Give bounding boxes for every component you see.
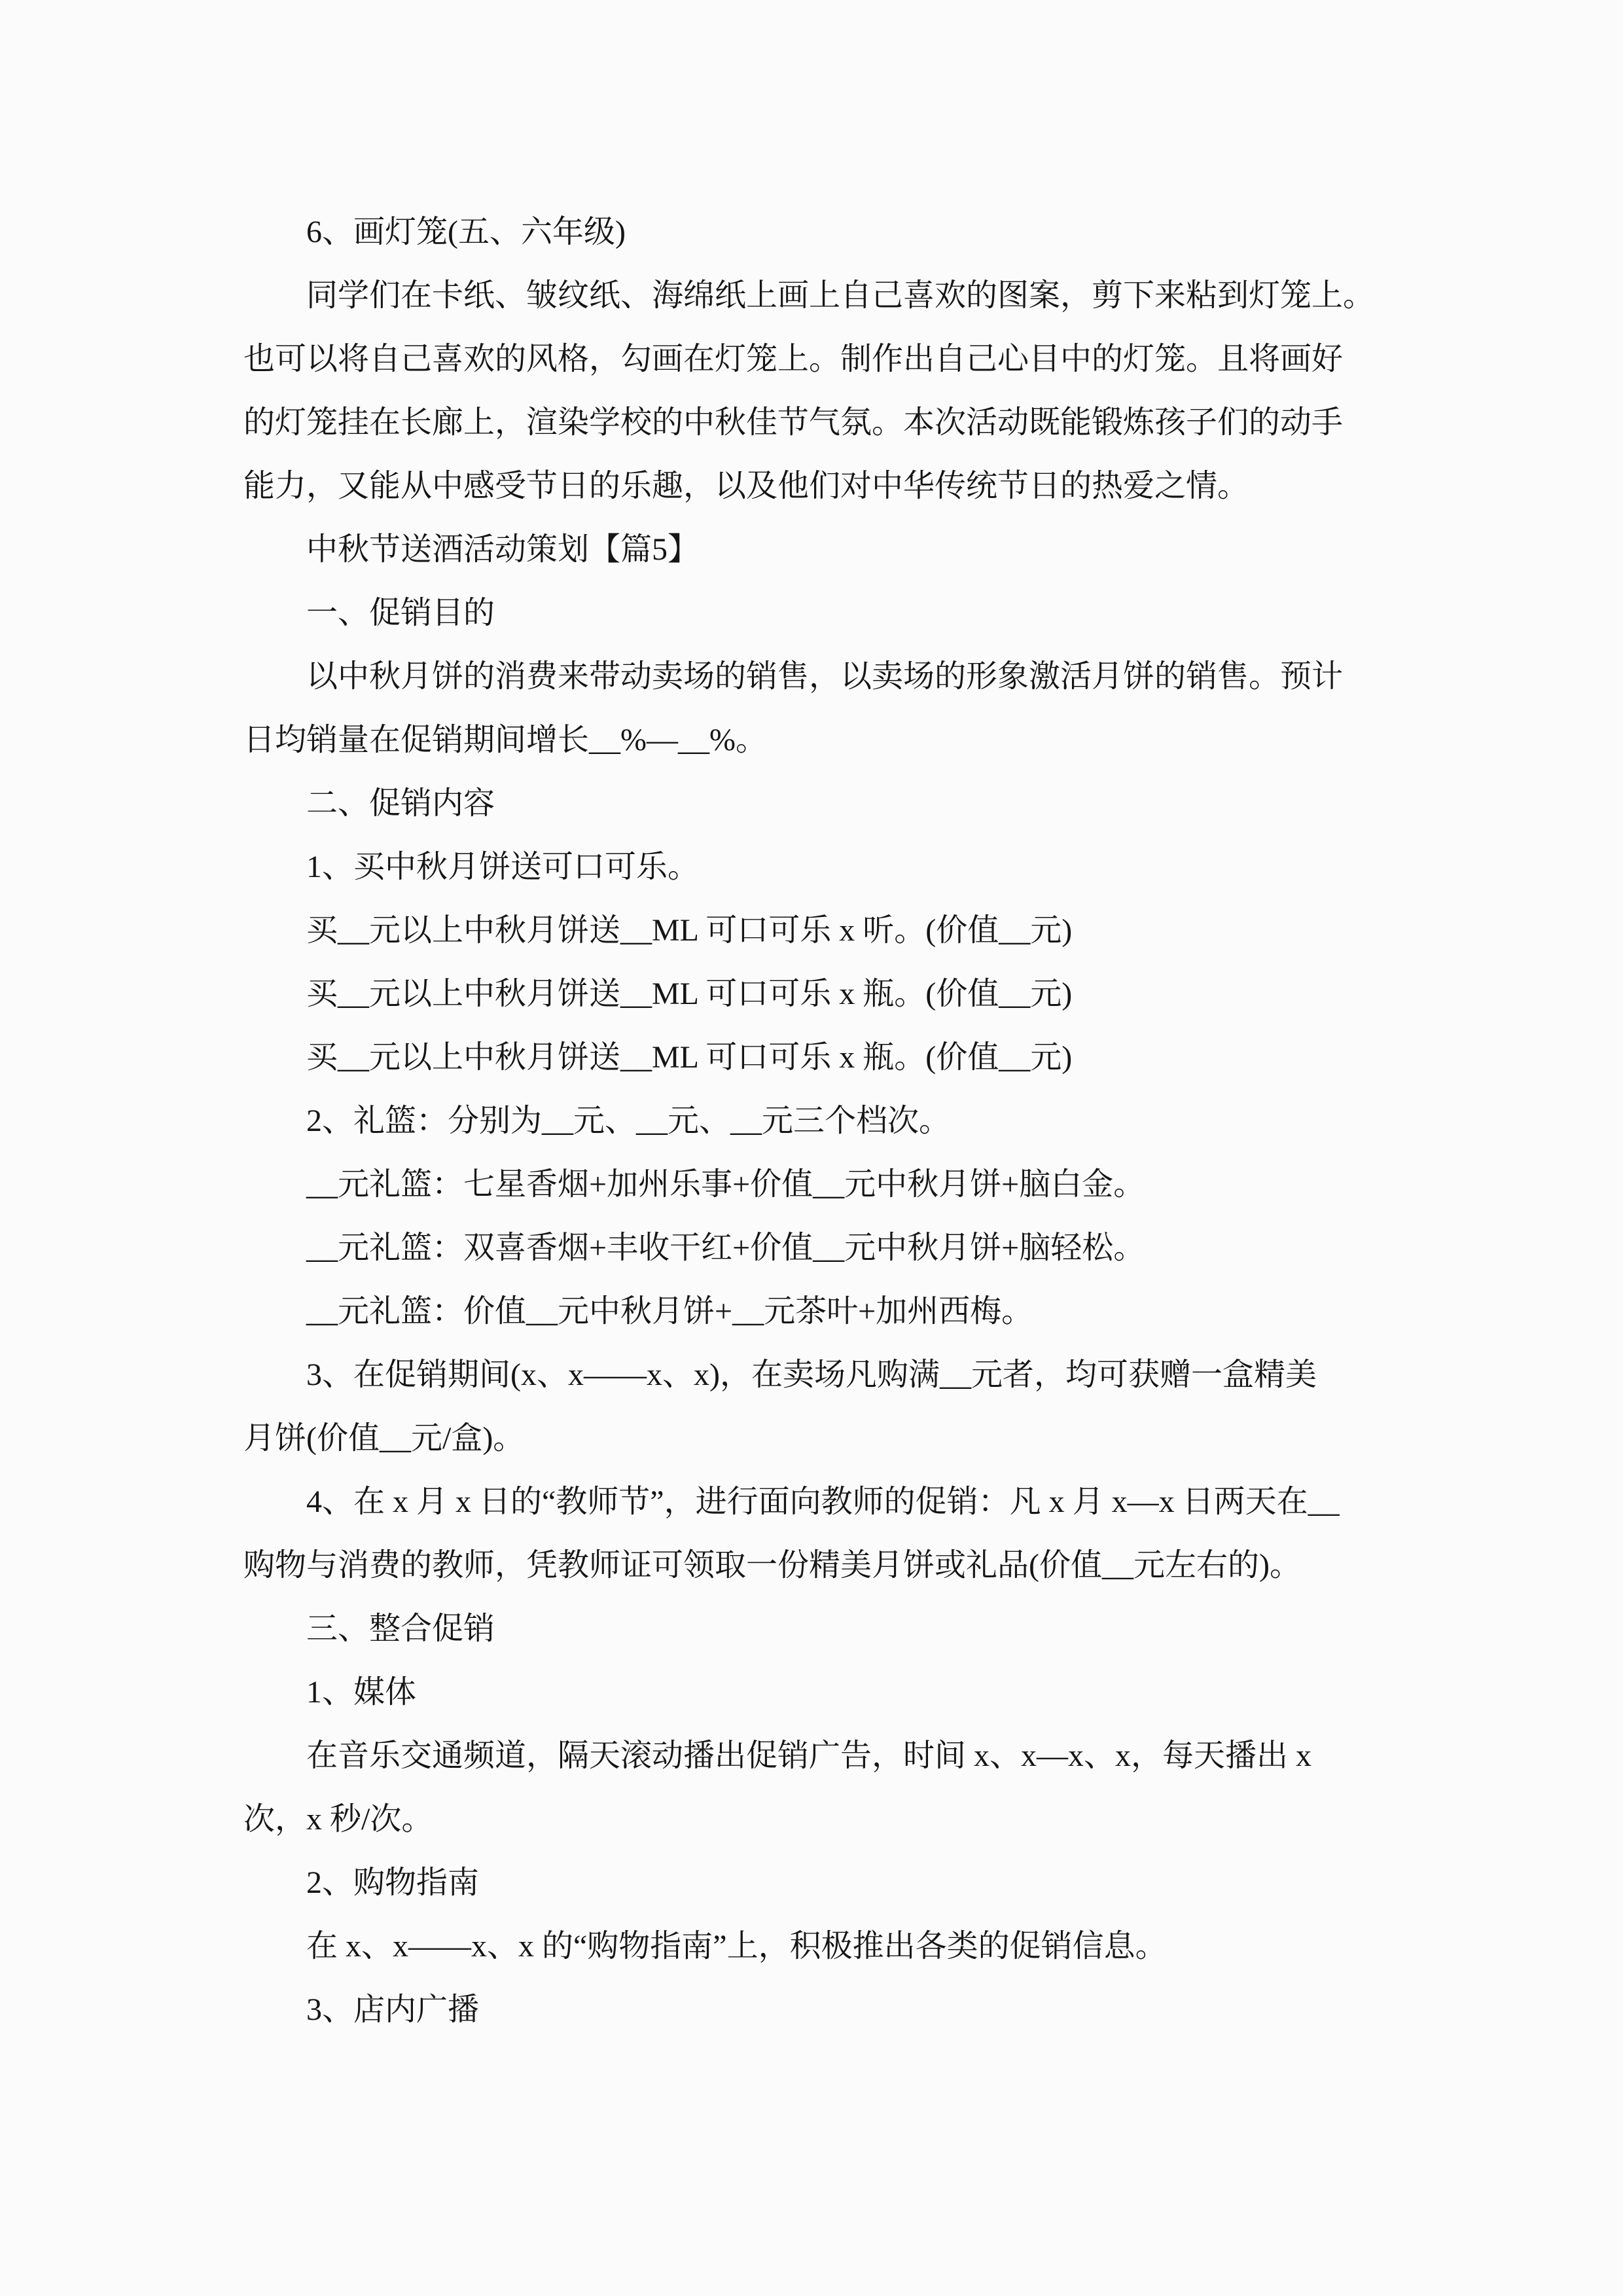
text-line: 2、购物指南 (306, 1865, 480, 1900)
text-line: __元礼篮：双喜香烟+丰收干红+价值__元中秋月饼+脑轻松。 (306, 1230, 1145, 1265)
text-line: 三、整合促销 (306, 1611, 495, 1646)
text-line: 买__元以上中秋月饼送__ML 可口可乐 x 听。(价值__元) (306, 913, 1073, 948)
text-line: 6、画灯笼(五、六年级) (306, 215, 626, 249)
text-line: 在 x、x——x、x 的“购物指南”上，积极推出各类的促销信息。 (306, 1929, 1167, 1964)
text-line: 次，x 秒/次。 (243, 1802, 433, 1837)
text-line: 购物与消费的教师，凭教师证可领取一份精美月饼或礼品(价值__元左右的)。 (243, 1548, 1301, 1583)
text-line: 在音乐交通频道，隔天滚动播出促销广告，时间 x、x—x、x，每天播出 x (306, 1738, 1312, 1773)
text-line: 月饼(价值__元/盒)。 (243, 1421, 525, 1456)
text-line: 日均销量在促销期间增长__%—__%。 (243, 723, 767, 757)
text-line: 也可以将自己喜欢的风格，勾画在灯笼上。制作出自己心目中的灯笼。且将画好 (243, 342, 1344, 376)
text-line: 同学们在卡纸、皱纹纸、海绵纸上画上自己喜欢的图案，剪下来粘到灯笼上。 (306, 278, 1375, 313)
text-line: 买__元以上中秋月饼送__ML 可口可乐 x 瓶。(价值__元) (306, 977, 1073, 1011)
text-line: 1、媒体 (306, 1675, 417, 1710)
text-line: 买__元以上中秋月饼送__ML 可口可乐 x 瓶。(价值__元) (306, 1040, 1073, 1075)
text-line: 1、买中秋月饼送可口可乐。 (306, 850, 700, 884)
text-line: 2、礼篮：分别为__元、__元、__元三个档次。 (306, 1103, 951, 1138)
text-line: 能力，又能从中感受节日的乐趣，以及他们对中华传统节日的热爱之情。 (243, 469, 1249, 503)
text-block (243, 200, 1382, 2041)
text-line: 一、促销目的 (306, 596, 495, 630)
text-line: __元礼篮：价值__元中秋月饼+__元茶叶+加州西梅。 (306, 1294, 1033, 1329)
text-line: __元礼篮：七星香烟+加州乐事+价值__元中秋月饼+脑白金。 (306, 1167, 1145, 1202)
text-line: 4、在 x 月 x 日的“教师节”，进行面向教师的促销：凡 x 月 x—x 日两天在__ (306, 1484, 1340, 1519)
text-line: 3、在促销期间(x、x——x、x)，在卖场凡购满__元者，均可获赠一盒精美 (306, 1357, 1317, 1392)
text-line: 3、店内广播 (306, 1992, 480, 2027)
text-line: 二、促销内容 (306, 786, 495, 821)
text-line: 的灯笼挂在长廊上，渲染学校的中秋佳节气氛。本次活动既能锻炼孩子们的动手 (243, 405, 1344, 440)
text-line: 以中秋月饼的消费来带动卖场的销售，以卖场的形象激活月饼的销售。预计 (306, 659, 1344, 694)
text-line: 中秋节送酒活动策划【篇5】 (306, 532, 700, 567)
